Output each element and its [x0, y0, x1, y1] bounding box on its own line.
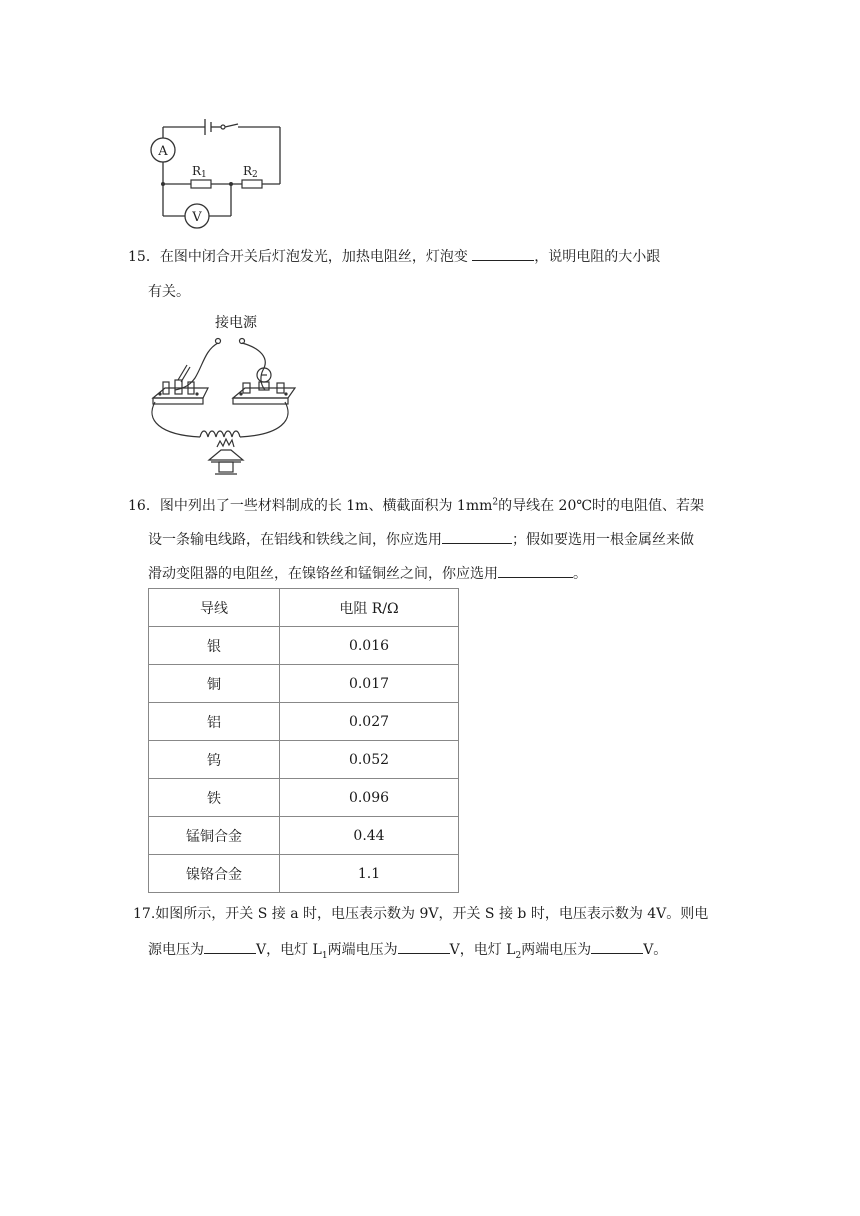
q17-sub-2: 2 [515, 950, 522, 961]
r1-label: R1 [192, 164, 207, 180]
q17-blank-2[interactable] [398, 940, 450, 954]
q15-line1 [128, 247, 660, 266]
q17-line2-d: V，电灯 L [449, 942, 516, 958]
table-row [149, 741, 459, 779]
q17-line2-f: V。 [643, 942, 668, 958]
table-cell: 镍铬合金 [149, 855, 280, 893]
power-supply-label: 接电源 [215, 315, 257, 331]
ammeter-label: A [158, 144, 168, 159]
q17-line2 [148, 940, 667, 959]
q17-line2-a: 源电压为 [148, 942, 204, 958]
q17-blank-3[interactable] [591, 940, 643, 954]
q15-number: 15． [128, 249, 160, 265]
table-row [149, 703, 459, 741]
q17-line2-e: 两端电压为 [521, 942, 592, 958]
q16-line3-b: 。 [573, 566, 587, 582]
table-header-row [149, 589, 459, 627]
table-cell: 0.016 [280, 627, 459, 665]
q16-line3 [148, 564, 587, 583]
table-cell: 0.017 [280, 665, 459, 703]
table-cell: 0.052 [280, 741, 459, 779]
table-cell: 锰铜合金 [149, 817, 280, 855]
table-row [149, 817, 459, 855]
q16-line1-b: 的导线在 20℃时的电阻值、若架 [498, 498, 705, 514]
q17-line1 [133, 905, 708, 923]
q16-line2 [148, 530, 694, 549]
q15-text-a: 在图中闭合开关后灯泡发光，加热电阻丝，灯泡变 [159, 249, 468, 265]
q16-line2-b: ；假如要选用一根金属丝来做 [512, 532, 694, 548]
q16-blank-1[interactable] [442, 530, 512, 544]
table-cell: 1.1 [280, 855, 459, 893]
table-cell: 0.096 [280, 779, 459, 817]
q16-line2-a: 设一条输电线路，在铝线和铁线之间，你应选用 [148, 532, 442, 548]
q17-blank-1[interactable] [204, 940, 256, 954]
q16-number: 16． [128, 498, 160, 514]
table-cell: 0.027 [280, 703, 459, 741]
q17-sub-1: 1 [321, 950, 328, 961]
table-cell: 铜 [149, 665, 280, 703]
q17-number: 17. [133, 906, 156, 922]
q16-line1-a: 图中列出了一些材料制成的长 1m、横截面积为 1mm [159, 498, 493, 514]
table-cell: 铁 [149, 779, 280, 817]
q16-line3-a: 滑动变阻器的电阻丝，在镍铬丝和锰铜丝之间，你应选用 [148, 566, 498, 582]
table-cell: 铝 [149, 703, 280, 741]
q17-line2-c: 两端电压为 [327, 942, 398, 958]
resistor-r1 [191, 180, 211, 188]
table-header: 导线 [149, 589, 280, 627]
q16-blank-2[interactable] [498, 564, 573, 578]
table-cell: 银 [149, 627, 280, 665]
table-row [149, 779, 459, 817]
q15-blank[interactable] [472, 247, 534, 261]
q17-line2-b: V，电灯 L [256, 942, 322, 958]
table-row [149, 665, 459, 703]
q15-text-b: ，说明电阻的大小跟 [534, 249, 661, 265]
table-row [149, 855, 459, 893]
resistor-r2 [242, 180, 262, 188]
r2-label: R2 [243, 164, 258, 180]
voltmeter-label: V [192, 210, 202, 225]
switch-contact-icon [221, 125, 225, 129]
q16-line1 [128, 497, 704, 515]
q15-text-c: 有关。 [148, 284, 190, 300]
circuit-diagram [145, 110, 290, 235]
q15-line2 [148, 283, 190, 301]
table-cell: 0.44 [280, 817, 459, 855]
table-header: 电阻 R/Ω [280, 589, 459, 627]
table-row [149, 627, 459, 665]
resistance-table [148, 588, 459, 893]
q16-line1-sup: 2 [492, 497, 499, 508]
q17-line1-text: 如图所示，开关 S 接 a 时，电压表示数为 9V，开关 S 接 b 时，电压表示数为 4V。则电 [155, 906, 709, 922]
experiment-figure [145, 310, 315, 485]
table-cell: 钨 [149, 741, 280, 779]
